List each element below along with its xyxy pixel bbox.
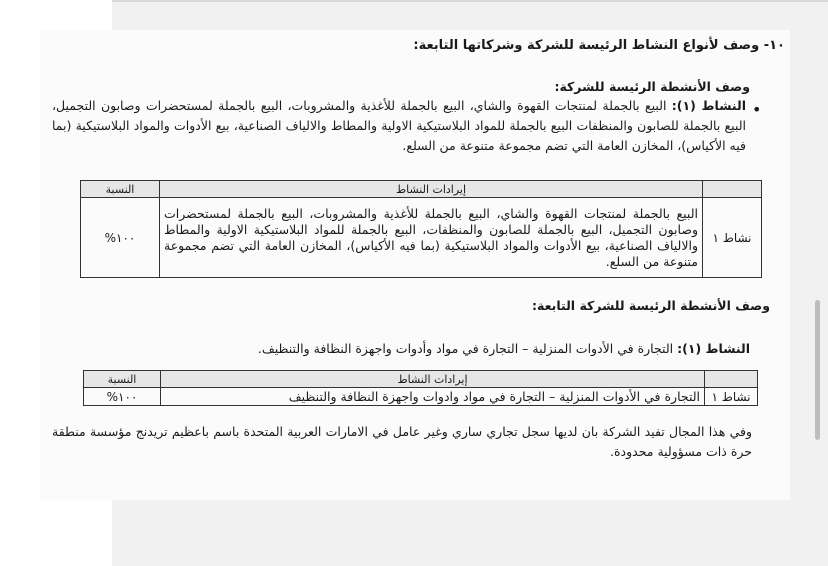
page-top-edge <box>112 0 828 2</box>
subsidiary-row-label: نشاط ١ <box>705 388 758 406</box>
subsidiary-activity-line <box>258 341 750 356</box>
activity-label: النشاط (١): <box>671 98 746 113</box>
subsidiary-ratio-cell: ١٠٠% <box>84 388 161 406</box>
document-page <box>40 30 790 500</box>
company-activities-heading: وصف الأنشطة الرئيسة للشركة: <box>554 79 750 94</box>
activity-text: البيع بالجملة لمنتجات القهوة والشاي، البيع بالجملة للأغذية والمشروبات، البيع بالجملة لمستحضرات وصابون التجميل، البيع بالجملة للصابون والمنظفات البيع بالجملة للمواد البلاستيكية الاولية والمطاط والالياف الصناعية، بيع الأدوات والمواد البلاستيكية (بما فيه الأكياس)، المخازن العامة التي تضم مجموعة متنوعة من السلع. <box>52 98 746 153</box>
subsidiary-activities-heading: وصف الأنشطة الرئيسة للشركة التابعة: <box>531 298 770 313</box>
subsidiary-activity-table <box>83 370 758 406</box>
subsidiary-note: وفي هذا المجال تفيد الشركة بان لديها سجل تجاري ساري وغير عامل في الامارات العربية المتحدة باسم باعظيم تريدنج مؤسسة منطقة حرة ذات مسؤولية محدودة. <box>52 424 752 459</box>
revenue-column-header: إيرادات النشاط <box>160 181 703 198</box>
subsidiary-activity-label: النشاط (١): <box>677 341 750 356</box>
subsidiary-ratio-column-header: النسبة <box>84 371 161 388</box>
subsidiary-revenue-column-header: إيرادات النشاط <box>161 371 705 388</box>
bullet-icon: • <box>752 100 762 119</box>
activity-revenue-cell: البيع بالجملة لمنتجات القهوة والشاي، البيع بالجملة للأغذية والمشروبات، البيع بالجملة لمستحضرات وصابون التجميل، البيع بالجملة للصابون والمنظفات، البيع بالجملة للمواد البلاستيكية الاولية والمطاط والالياف الصناعية، بيع الأدوات والمواد البلاستيكية (بما فيه الأكياس)، المخازن العامة التي تضم مجموعة متنوعة من السلع. <box>160 198 703 278</box>
scrollbar[interactable] <box>815 300 820 440</box>
company-activity-paragraph <box>52 96 746 156</box>
subsidiary-activity-text: التجارة في الأدوات المنزلية – التجارة في مواد وأدوات واجهزة النظافة والتنظيف. <box>257 341 674 356</box>
activity-row-label: نشاط ١ <box>703 198 762 278</box>
ratio-column-header: النسبة <box>81 181 160 198</box>
subsidiary-revenue-cell: التجارة في الأدوات المنزلية – التجارة في مواد وادوات واجهزة النظافة والتنظيف <box>161 388 705 406</box>
company-activity-table <box>80 180 762 278</box>
section-heading: ١٠- وصف لأنواع النشاط الرئيسة للشركة وشركاتها التابعة: <box>413 38 785 53</box>
activity-ratio-cell: ١٠٠% <box>81 198 160 278</box>
